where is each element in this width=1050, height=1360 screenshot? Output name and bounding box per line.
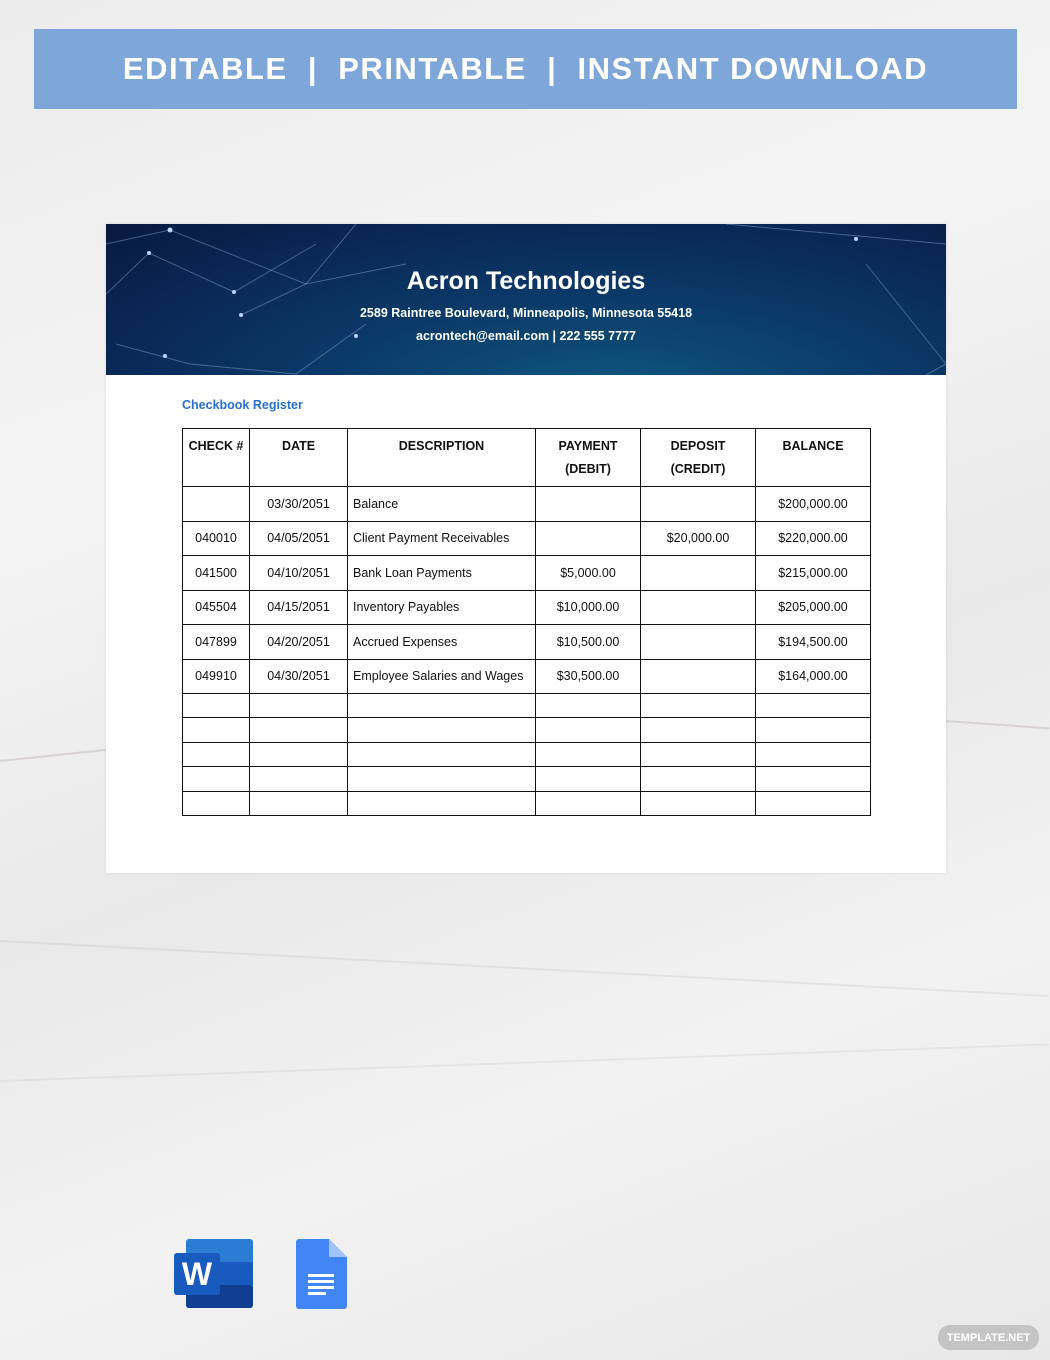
table-cell[interactable]: [536, 767, 641, 791]
microsoft-word-icon[interactable]: [174, 1239, 253, 1308]
table-cell[interactable]: [536, 521, 641, 556]
table-cell[interactable]: Client Payment Receivables: [348, 521, 536, 556]
table-cell[interactable]: $200,000.00: [756, 487, 871, 522]
table-cell[interactable]: $5,000.00: [536, 556, 641, 591]
table-cell[interactable]: [183, 791, 250, 815]
table-row: [183, 487, 871, 522]
table-cell[interactable]: [348, 694, 536, 718]
table-cell[interactable]: $194,500.00: [756, 625, 871, 660]
table-cell[interactable]: [641, 625, 756, 660]
table-cell[interactable]: $205,000.00: [756, 590, 871, 625]
table-cell[interactable]: [183, 718, 250, 742]
table-cell[interactable]: 03/30/2051: [250, 487, 348, 522]
table-cell[interactable]: [641, 659, 756, 694]
table-cell[interactable]: [348, 767, 536, 791]
table-row: [183, 521, 871, 556]
file-format-icons: [174, 1239, 354, 1311]
table-cell[interactable]: $220,000.00: [756, 521, 871, 556]
google-docs-icon[interactable]: [296, 1239, 347, 1309]
table-cell[interactable]: 04/30/2051: [250, 659, 348, 694]
empty-table-row: [183, 742, 871, 766]
table-cell[interactable]: 047899: [183, 625, 250, 660]
table-cell[interactable]: Accrued Expenses: [348, 625, 536, 660]
table-cell[interactable]: [348, 791, 536, 815]
header-banner: [106, 224, 946, 375]
table-cell[interactable]: [641, 590, 756, 625]
table-cell[interactable]: 040010: [183, 521, 250, 556]
table-cell[interactable]: [641, 694, 756, 718]
table-cell[interactable]: [348, 742, 536, 766]
table-cell[interactable]: [756, 742, 871, 766]
column-header-label: (DEBIT): [565, 462, 611, 476]
column-header: [536, 429, 641, 487]
table-cell[interactable]: 049910: [183, 659, 250, 694]
checkbook-register-table: [182, 428, 871, 816]
feature-banner: EDITABLE | PRINTABLE | INSTANT DOWNLOAD: [34, 29, 1017, 109]
table-cell[interactable]: [250, 742, 348, 766]
table-cell[interactable]: 04/10/2051: [250, 556, 348, 591]
table-cell[interactable]: 04/20/2051: [250, 625, 348, 660]
table-cell[interactable]: $10,500.00: [536, 625, 641, 660]
column-header-label: CHECK #: [188, 439, 244, 453]
table-cell[interactable]: [756, 718, 871, 742]
table-cell[interactable]: $164,000.00: [756, 659, 871, 694]
table-cell[interactable]: Employee Salaries and Wages: [348, 659, 536, 694]
table-cell[interactable]: Inventory Payables: [348, 590, 536, 625]
empty-table-row: [183, 694, 871, 718]
table-cell[interactable]: [641, 487, 756, 522]
table-cell[interactable]: [641, 791, 756, 815]
table-row: [183, 590, 871, 625]
table-row: [183, 625, 871, 660]
table-cell[interactable]: $10,000.00: [536, 590, 641, 625]
company-contact: acrontech@email.com | 222 555 7777: [416, 329, 636, 343]
table-cell[interactable]: [250, 718, 348, 742]
table-cell[interactable]: [183, 487, 250, 522]
table-cell[interactable]: [348, 718, 536, 742]
table-row: [183, 556, 871, 591]
table-cell[interactable]: [536, 487, 641, 522]
table-cell[interactable]: [250, 791, 348, 815]
column-header-label: PAYMENT: [558, 439, 618, 453]
table-cell[interactable]: [536, 718, 641, 742]
empty-table-row: [183, 718, 871, 742]
table-cell[interactable]: 041500: [183, 556, 250, 591]
column-header: [348, 429, 536, 487]
table-cell[interactable]: [641, 767, 756, 791]
column-header: [641, 429, 756, 487]
document-title: Checkbook Register: [182, 398, 303, 412]
table-cell[interactable]: [641, 718, 756, 742]
table-cell[interactable]: 04/15/2051: [250, 590, 348, 625]
table-cell[interactable]: Balance: [348, 487, 536, 522]
table-cell[interactable]: [183, 767, 250, 791]
column-header-label: DATE: [281, 439, 316, 453]
company-address: 2589 Raintree Boulevard, Minneapolis, Minnesota 55418: [359, 306, 693, 320]
table-cell[interactable]: 04/05/2051: [250, 521, 348, 556]
column-header-label: BALANCE: [782, 439, 844, 453]
svg-text:W: W: [181, 1256, 213, 1292]
watermark: TEMPLATE.NET: [938, 1325, 1039, 1350]
banner-item: EDITABLE: [122, 51, 288, 86]
table-cell[interactable]: [250, 694, 348, 718]
table-cell[interactable]: $20,000.00: [641, 521, 756, 556]
table-cell[interactable]: $30,500.00: [536, 659, 641, 694]
banner-item: INSTANT DOWNLOAD: [577, 51, 929, 86]
company-name: Acron Technologies: [406, 267, 646, 295]
table-cell[interactable]: [756, 791, 871, 815]
column-header-label: DESCRIPTION: [398, 439, 485, 453]
table-cell[interactable]: [536, 742, 641, 766]
empty-table-row: [183, 767, 871, 791]
empty-table-row: [183, 791, 871, 815]
column-header: [183, 429, 250, 487]
table-cell[interactable]: [641, 742, 756, 766]
table-cell[interactable]: [536, 791, 641, 815]
table-cell[interactable]: [250, 767, 348, 791]
table-cell[interactable]: [183, 742, 250, 766]
table-cell[interactable]: [536, 694, 641, 718]
table-cell[interactable]: Bank Loan Payments: [348, 556, 536, 591]
column-header: [250, 429, 348, 487]
table-cell[interactable]: [756, 694, 871, 718]
column-header: [756, 429, 871, 487]
column-header-label: DEPOSIT: [670, 439, 726, 453]
table-cell[interactable]: $215,000.00: [756, 556, 871, 591]
table-cell[interactable]: [183, 694, 250, 718]
table-cell[interactable]: 045504: [183, 590, 250, 625]
table-cell[interactable]: [756, 767, 871, 791]
table-row: [183, 659, 871, 694]
table-cell[interactable]: [641, 556, 756, 591]
banner-item: PRINTABLE: [338, 51, 527, 86]
document-page: [106, 224, 946, 873]
column-header-label: (CREDIT): [670, 462, 726, 476]
